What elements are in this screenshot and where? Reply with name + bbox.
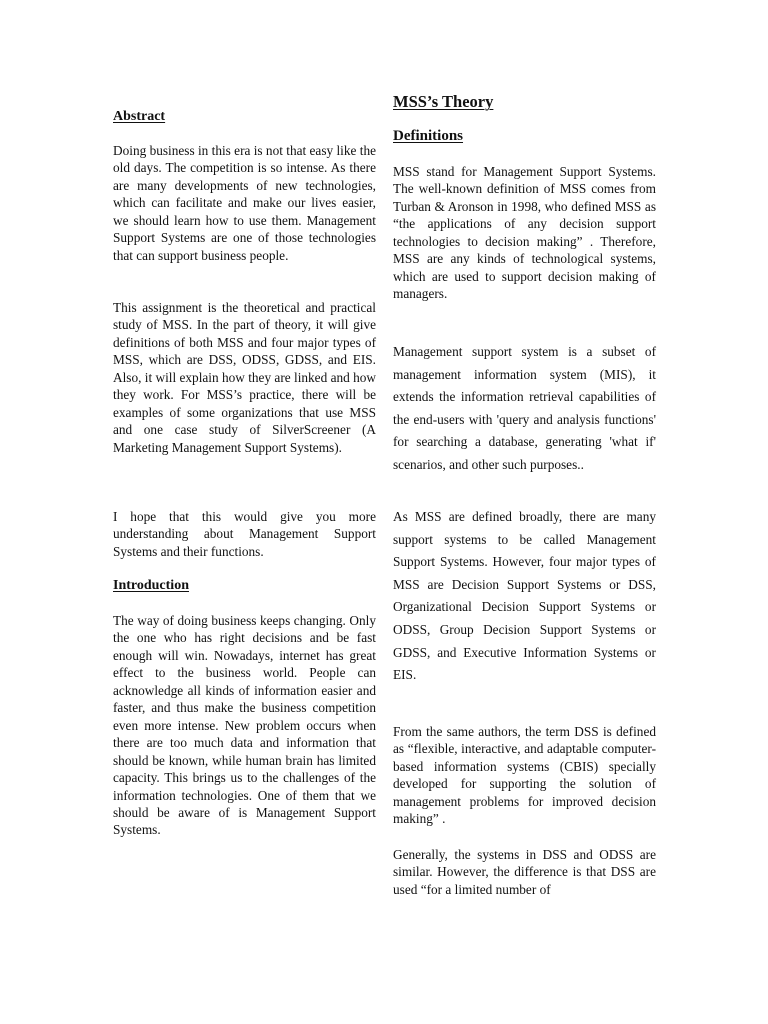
- abstract-paragraph-3: I hope that this would give you more understanding about Management Support Systems and their functions.: [113, 509, 376, 559]
- introduction-heading: Introduction: [113, 578, 189, 593]
- definitions-heading: Definitions: [393, 128, 464, 144]
- introduction-paragraph: The way of doing business keeps changing. Only the one who has right decisions and be fast enough will win. Nowadays, internet has great effect to the business world. People can acknowledge all kinds of information easier and faster, and thus make the business competition even more intense. New problem occurs when there are too much data and information that should be known, while human brain has limited capacity. This brings us to the challenges of the information technologies. One of them that we should be aware of is Management Support Systems.: [113, 613, 376, 838]
- page-title: MSS’s Theory: [393, 92, 494, 111]
- definitions-paragraph-4: From the same authors, the term DSS is defined as “flexible, interactive, and adaptable computer-based information systems (CBIS) specially developed for supporting the solution of management problems for improved decision making” .: [393, 724, 656, 827]
- abstract-paragraph-1: Doing business in this era is not that easy like the old days. The competition is so intense. As there are many developments of new technologies, which can facilitate and make our lives easier, we should learn how to use them. Management Support Systems are one of those technologies that can support business people.: [113, 143, 376, 263]
- definitions-paragraph-3: As MSS are defined broadly, there are many support systems to be called Management Support Systems. However, four major types of MSS are Decision Support Systems or DSS, Organizational Decision Support Systems or ODSS, Group Decision Support Systems or GDSS, and Executive Information Systems or EIS.: [393, 509, 656, 683]
- definitions-paragraph-1: MSS stand for Management Support Systems. The well-known definition of MSS comes from Turban & Aronson in 1998, who defined MSS as “the applications of any decision support technologies to decision making” . Therefore, MSS are any kinds of technological systems, which are used to support decision making of managers.: [393, 164, 656, 302]
- abstract-paragraph-2: This assignment is the theoretical and practical study of MSS. In the part of theory, it will give definitions of both MSS and four major types of MSS, which are DSS, ODSS, GDSS, and EIS. Also, it will explain how they are linked and how they work. For MSS’s practice, there will be examples of some organizations that use MSS and one case study of SilverScreener (A Marketing Management Support Systems).: [113, 300, 376, 455]
- abstract-heading: Abstract: [113, 109, 166, 124]
- definitions-paragraph-5: Generally, the systems in DSS and ODSS are similar. However, the difference is that DSS are used “for a limited number of: [393, 847, 656, 897]
- definitions-paragraph-2: Management support system is a subset of management information system (MIS), it extends the information retrieval capabilities of the end-users with 'query and analysis functions' for searching a database, generating 'what if' scenarios, and other such purposes..: [393, 344, 656, 472]
